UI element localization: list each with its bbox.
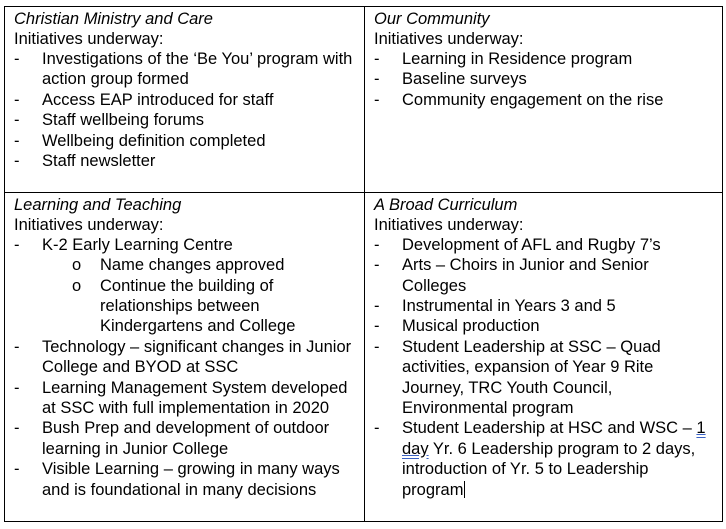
sub-list: [42, 255, 355, 337]
list-item-text: Technology – significant changes in Junior College and BYOD at SSC: [42, 337, 352, 377]
cell-learning-teaching[interactable]: [5, 192, 365, 521]
list-item: [374, 49, 713, 69]
cell-title: A Broad Curriculum: [374, 195, 518, 214]
list-item: [14, 110, 355, 130]
list-item: [14, 151, 355, 171]
list-item: [14, 459, 355, 500]
list-item-text: Investigations of the ‘Be You’ program with action group formed: [42, 50, 353, 89]
list-item: [374, 337, 713, 419]
cell-our-community[interactable]: [365, 7, 723, 193]
dash-bullet: -: [14, 235, 20, 254]
list-item: [14, 337, 355, 378]
cell-subtitle: Initiatives underway:: [14, 30, 164, 48]
dash-bullet: -: [14, 90, 20, 109]
dash-bullet: -: [374, 90, 380, 109]
dash-bullet: -: [14, 50, 20, 68]
initiatives-list: [14, 49, 355, 171]
dash-bullet: -: [374, 337, 380, 356]
list-item-text: Staff wellbeing forums: [42, 111, 205, 130]
cell-title: Our Community: [374, 10, 490, 28]
dash-bullet: -: [14, 111, 20, 130]
list-item: [14, 235, 355, 337]
list-item-text: Musical production: [402, 317, 540, 336]
initiatives-list: [14, 235, 355, 500]
list-item-text: Staff newsletter: [42, 152, 156, 171]
sub-list-item-text: Name changes approved: [100, 256, 285, 275]
list-item: [14, 131, 355, 151]
list-item-text: Instrumental in Years 3 and 5: [402, 297, 616, 316]
dash-bullet: -: [374, 256, 380, 275]
list-item-text: Wellbeing definition completed: [42, 131, 266, 150]
list-item: [374, 69, 713, 89]
dash-bullet: -: [14, 460, 20, 479]
circle-bullet: o: [72, 276, 82, 295]
list-item-text: Student Leadership at SSC – Quad activities, expansion of Year 9 Rite Journey, TRC Youth Council, Environmental program: [402, 337, 661, 418]
sub-list-item-text: Continue the building of relationships between Kindergartens and College: [100, 276, 296, 336]
list-item-text: Bush Prep and development of outdoor learning in Junior College: [42, 419, 330, 458]
sub-list-item: [42, 255, 355, 275]
cell-subtitle: Initiatives underway:: [374, 215, 524, 234]
dash-bullet: -: [374, 317, 380, 336]
cell-subtitle: Initiatives underway:: [14, 215, 164, 234]
list-item-text: Baseline surveys: [402, 70, 527, 89]
list-item: [374, 255, 713, 296]
list-item: [14, 49, 355, 90]
cell-christian-ministry[interactable]: [5, 7, 365, 193]
list-item-text: Community engagement on the rise: [402, 90, 664, 109]
spellcheck-underlined-text[interactable]: 1 day: [402, 419, 706, 458]
cell-broad-curriculum[interactable]: [365, 192, 723, 521]
list-item-text: K-2 Early Learning Centre: [42, 235, 233, 254]
cell-title: Christian Ministry and Care: [14, 10, 213, 28]
dash-bullet: -: [374, 50, 380, 68]
list-item: [374, 296, 713, 316]
list-item-text: Learning Management System developed at SSC with full implementation in 2020: [42, 378, 348, 418]
cell-subtitle: Initiatives underway:: [374, 30, 524, 48]
initiatives-table: [4, 6, 723, 522]
list-item-text: Visible Learning – growing in many ways and is foundational in many decisions: [42, 460, 340, 499]
dash-bullet: -: [14, 152, 20, 171]
list-item-text: Development of AFL and Rugby 7’s: [402, 235, 661, 254]
list-item-text-end: Yr. 6 Leadership program to 2 days, introduction of Yr. 5 to Leadership program: [402, 439, 696, 499]
text-cursor: [464, 481, 465, 498]
list-item: [14, 418, 355, 459]
dash-bullet: -: [374, 70, 380, 89]
list-item: [14, 90, 355, 110]
list-item: [374, 90, 713, 110]
dash-bullet: -: [14, 419, 20, 438]
list-item-text: Arts – Choirs in Junior and Senior Colleges: [402, 256, 649, 295]
list-item[interactable]: [374, 418, 713, 500]
circle-bullet: o: [72, 256, 82, 275]
initiatives-list: [374, 235, 713, 500]
initiatives-list: [374, 49, 713, 110]
list-item-text: Learning in Residence program: [402, 50, 633, 68]
cell-title: Learning and Teaching: [14, 195, 182, 214]
list-item: [374, 316, 713, 336]
dash-bullet: -: [14, 378, 20, 397]
sub-list-item: [42, 276, 355, 337]
dash-bullet: -: [14, 131, 20, 150]
list-item-text: Access EAP introduced for staff: [42, 90, 274, 109]
list-item-text-start: Student Leadership at HSC and WSC –: [402, 419, 697, 438]
dash-bullet: -: [14, 337, 20, 356]
dash-bullet: -: [374, 419, 380, 438]
list-item: [374, 235, 713, 255]
dash-bullet: -: [374, 235, 380, 254]
dash-bullet: -: [374, 297, 380, 316]
list-item: [14, 378, 355, 419]
